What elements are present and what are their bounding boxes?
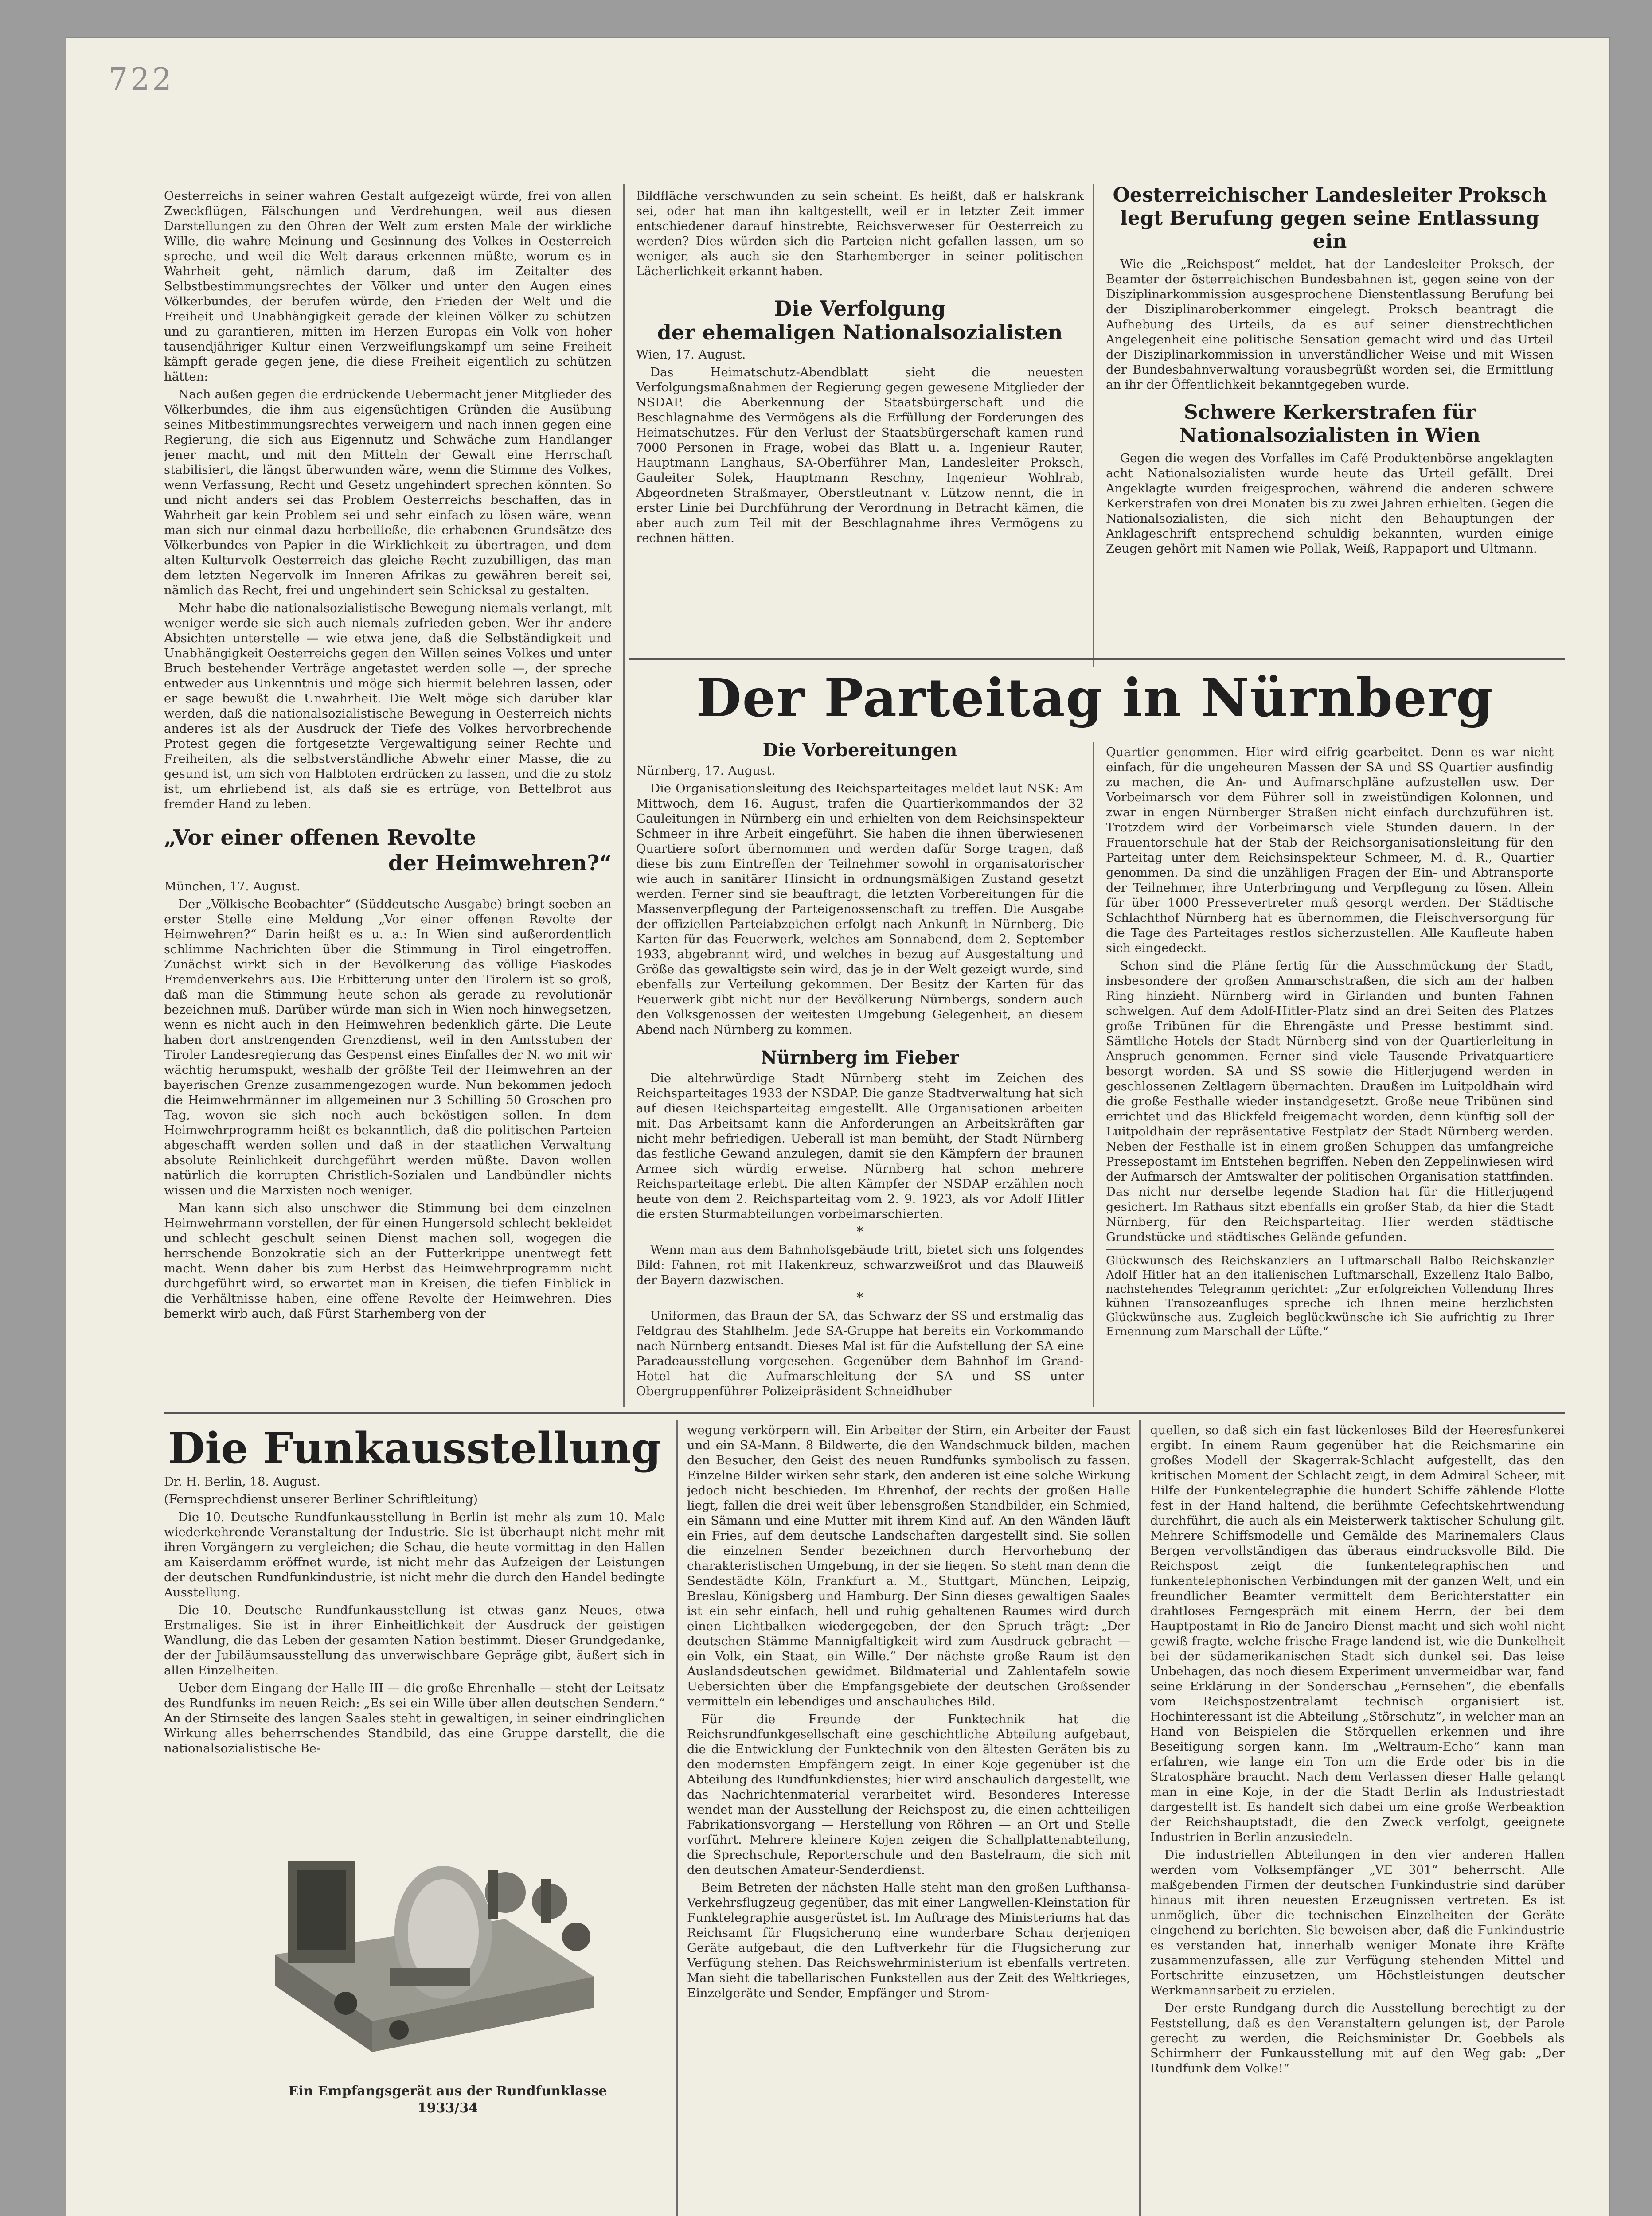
article-paragraph: Die 10. Deutsche Rundfunkausstellung ist etwas ganz Neues, etwa Erstmaliges. Sie ist in ihrer Einheitlichkeit der Ausdruck der geistigen Wandlung, die das Leben der gesamten Nation bestimmt. Dieser Grundgedanke, der der Jubiläumsausstellung das unverwischbare Gepräge gibt, äußert sich in allen Einzelheiten. [164, 1603, 665, 1678]
article-paragraph: Die 10. Deutsche Rundfunkausstellung in Berlin ist mehr als zum 10. Male wiederkehrende Veranstaltung der Industrie. Sie ist überhaupt nicht mehr mit ihren Vorgängern zu vergleichen; die Schau, die heute vormittag in den Hallen am Kaiserdamm eröffnet wurde, ist nicht mehr das Aufzeigen der Leistungen der deutschen Rundfunkindustrie, ist nicht mehr die durch den Handel bedingte Ausstellung. [164, 1510, 665, 1600]
headline-verfolgung [636, 297, 1084, 344]
article-paragraph: Die altehrwürdige Stadt Nürnberg steht im Zeichen des Reichsparteitages 1933 der NSDAP. Die ganze Stadtverwaltung hat sich auf diesen Reichsparteitag eingestellt. Alle Organisationen arbeiten mit. Das Arbeitsamt kann die Anforderungen an Arbeitskräften gar nicht mehr befriedigen. Ueberall ist man bemüht, der Stadt Nürnberg das festliche Gewand anzulegen, damit sie den Kämpfern der braunen Armee sich würdig erweise. Nürnberg hat schon mehrere Reichsparteitage erlebt. Die alten Kämpfer der NSDAP erzählen noch heute von dem 2. Reichsparteitag vom 2. 9. 1923, als vor Adolf Hitler die ersten Sturmabteilungen vorbeimarschierten. [636, 1071, 1084, 1221]
source-note: (Fernsprechdienst unserer Berliner Schriftleitung) [164, 1492, 478, 1506]
column-divider [1093, 742, 1094, 1407]
funk-column-b [687, 1423, 1130, 2216]
photo-caption-line2: 1933/34 [417, 2100, 478, 2116]
subhead-fieber: Nürnberg im Fieber [761, 1047, 959, 1068]
balbo-rule [1106, 1249, 1554, 1250]
article-paragraph: Nach außen gegen die erdrückende Uebermacht jener Mitglieder des Völkerbundes, die ihm aus eigensüchtigen Gründen die Ausübung seines Mitbestimmungsrechtes verweigern und nach innen gegen eine Regierung, die sich aus Eigennutz und Schwäche zum Handlanger jener macht, und mit den Mitteln der Gewalt eine Herrschaft stabilisiert, die längst überwunden wäre, wenn die Stimme des Volkes, wenn Verfassung, Recht und Gesetz ungehindert sprechen könnten. So und nicht anders sei das Problem Oesterreichs beschaffen, das in Wahrheit gar kein Problem sei und sehr einfach zu lösen wäre, wenn man sich nur einmal dazu herbeiließe, die erhabenen Grundsätze des Völkerbundes von Papier in die Wirklichkeit zu übertragen, und dem alten Kulturvolk Oesterreich das gleiche Recht zuzubilligen, das man dem letzten Negervolk im Inneren Afrikas zu gewähren bereit sei, nämlich das Recht, frei und ungehindert sein Schicksal zu gestalten. [164, 387, 612, 597]
article-paragraph: Gegen die wegen des Vorfalles im Café Produktenbörse angeklagten acht Nationalsozialisten wurde heute das Urteil gefällt. Drei Angeklagte wurden freigesprochen, während die anderen schwere Kerkerstrafen von drei Monaten bis zu zwei Jahren erhielten. Gegen die Nationalsozialisten, die sich nicht den Behauptungen der Anklageschrift entsprechend schuldig bekannten, wurden einige Zeugen gehört mit Namen wie Pollak, Weiß, Rappaport und Ultmann. [1106, 451, 1554, 556]
article-paragraph: Quartier genommen. Hier wird eifrig gearbeitet. Denn es war nicht einfach, für die ungeheuren Massen der SA und SS Quartier ausfindig zu machen, die An- und Aufmarschpläne aufzustellen usw. Der Vorbeimarsch vor dem Führer soll in zweistündigen Kolonnen, und zwar in engen Nürnberger Straßen nicht einfach durchzuführen ist. Trotzdem wird der Vorbeimarsch viele Stunden dauern. In der Frauentorschule hat der Stab der Reichsorganisationsleitung für den Parteitag unter dem Reichsinspekteur Schmeer, M. d. R., Quartier genommen. Da sind die unzähligen Fragen der Ein- und Abtransporte der Teilnehmer, ihre Unterbringung und Verpflegung zu lösen. Allein für über 1000 Pressevertreter muß gesorgt werden. Der Städtische Schlachthof Nürnberg hat es übernommen, die Fleischversorgung für die Tage des Parteitages restlos sicherzustellen. Alle Kaufleute haben sich eingedeckt. [1106, 745, 1554, 955]
headline-verfolgung-line1: Die Verfolgung [774, 297, 946, 320]
section-rule [629, 658, 1565, 660]
article-paragraph: Beim Betreten der nächsten Halle steht man den großen Lufthansa-Verkehrsflugzeug gegenüber, das mit einer Langwellen-Kleinstation für Funktelegraphie ausgerüstet ist. Im Auftrage des Ministeriums hat das Reichsamt für Flugsicherung eine wunderbare Schau derjenigen Geräte aufgebaut, die den Luftverkehr für die Flugsicherung zur Verfügung stehen. Das Reichswehrministerium ist ebenfalls vertreten. Man sieht die tabellarischen Funkstellen aus der Zeit des Weltkrieges, Einzelgeräte und Sender, Empfänger und Strom- [687, 1880, 1130, 2000]
article-paragraph: Man kann sich also unschwer die Stimmung bei dem einzelnen Heimwehrmann vorstellen, der für einen Hungersold schlecht bekleidet und schlecht geschult seinen Dienst machen soll, wogegen die herrschende Bonzokratie sich an der Futterkrippe unentwegt fett macht. Wenn daher bis zum Herbst das Heimwehrprogramm nicht durchgeführt wird, so erwartet man in Kreisen, die tiefen Einblick in die Verhältnisse haben, eine offene Revolte der Heimwehren. Dies bemerkt wirb auch, daß Fürst Starhemberg von der [164, 1201, 612, 1321]
headline-proksch: Oesterreichischer Landesleiter Proksch legt Berufung gegen seine Entlassung ein [1113, 184, 1547, 253]
article-paragraph: Uniformen, das Braun der SA, das Schwarz der SS und erstmalig das Feldgrau des Stahlhelm. Jede SA-Gruppe hat bereits ein Vorkommando nach Nürnberg entsandt. Dieses Mal ist für die Aufstellung der SA eine Paradeausstellung vorgesehen. Gegenüber dem Bahnhof im Grand-Hotel hat die Aufmarschleitung der SA und SS unter Obergruppenführer Polizeipräsident Schneidhuber [636, 1309, 1084, 1398]
article-paragraph: Schon sind die Pläne fertig für die Ausschmückung der Stadt, insbesondere der großen Anmarschstraßen, die sich am der halben Ring hinzieht. Nürnberg wird in Girlanden und bunten Fahnen schwelgen. Auf dem Adolf-Hitler-Platz sind an drei Seiten des Platzes große Tribünen für die Ehrengäste und Presse bestimmt sind. Sämtliche Hotels der Stadt Nürnberg sind von der Quartierleitung in Anspruch genommen. Ferner sind viele Tausende Privatquartiere besorgt worden. SA und SS sowie die Hitlerjugend werden in geschlossenen Zeltlagern übernachten. Draußen im Luitpoldhain wird die große Festhalle wieder instandgesetzt. Große neue Tribünen sind errichtet und das Blickfeld freigemacht worden, denn künftig soll der Luitpoldhain der repräsentative Festplatz der Stadt Nürnberg werden. Neben der Festhalle ist in einem großen Schuppen das umfangreiche Pressepostamt im Entstehen begriffen. Neben den Zeppelinwiesen wird der Aufmarsch der Amtswalter der politischen Organisation stattfinden. Das nicht nur derselbe legende Stadion hat für die Hitlerjugend gesichert. Im Rathaus sitzt ebenfalls ein großer Stab, da hier die Stadt Nürnberg, für den Reichsparteitag. Hier werden städtische Grundstücke und städtisches Gelände gefunden. [1106, 959, 1554, 1244]
article-paragraph: Der „Völkische Beobachter“ (Süddeutsche Ausgabe) bringt soeben an erster Stelle eine Meldung „Vor einer offenen Revolte der Heimwehren?“ Darin heißt es u. a.: In Wien sind außerordentlich schlimme Nachrichten über die Stimmung in Tirol eingetroffen. Zunächst wirkt sich in der Bevölkerung das völlige Fiaskodes Fremdenverkehrs aus. Die Erbitterung unter den Tirolern ist so groß, daß man die Stimmung heute schon als gerade zu revolutionär bezeichnen muß. Darüber würde man sich in Wien noch hinwegsetzen, wenn es nicht auch in den Heimwehren bedenklich gärte. Die Leute haben dort anstrengenden Grenzdienst, weil in den Amtsstuben der Tiroler Landesregierung das Gespenst eines Einfalles der N. wo mit wir wächtig herumspukt, weshalb der größte Teil der Heimwehren an der bayerischen Grenze zusammengezogen wurde. Nun bekommen jedoch die Heimwehrmänner im allgemeinen nur 3 Schilling 50 Groschen pro Tag, wovon sie sich noch auch beköstigen sollen. In dem Heimwehrprogramm heißt es bekanntlich, daß die politischen Parteien abgeschafft werden sollen und daß in der staatlichen Verwaltung absolute Reinlichkeit durchgeführt werden müßte. Davon wollen natürlich die korrupten Christlich-Sozialen und Landbündler nichts wissen und die Marxisten noch weniger. [164, 897, 612, 1198]
parteitag-column-right [1106, 745, 1554, 1405]
column-divider [676, 1420, 678, 2216]
subhead-vorbereitungen: Die Vorbereitungen [762, 740, 957, 761]
dateline: München, 17. August. [164, 879, 301, 893]
dateline: Nürnberg, 17. August. [636, 764, 776, 778]
headline-funkausstellung: Die Funkausstellung [168, 1423, 661, 1473]
photo-caption [253, 2083, 643, 2117]
column-1 [164, 188, 612, 1407]
article-paragraph: Ueber dem Eingang der Halle III — die große Ehrenhalle — steht der Leitsatz des Rundfunks im neuen Reich: „Es sei ein Wille über allen deutschen Sendern.“ An der Stirnseite des langen Saales steht in gewaltigen, in seiner eindringlichen Wirkung alles beherrschendes Standbild, das eine Gruppe darstellt, die die nationalsozialistische Be- [164, 1681, 665, 1756]
headline-verfolgung-line2: der ehemaligen Nationalsozialisten [657, 320, 1063, 344]
headline-revolte [164, 825, 612, 876]
headline-revolte-line1: „Vor einer offenen Revolte [164, 825, 476, 850]
column-2 [636, 188, 1084, 658]
column-divider [1139, 1420, 1141, 2216]
article-paragraph: Der erste Rundgang durch die Ausstellung berechtigt zu der Feststellung, daß es den Veranstaltern gelungen ist, der Parole gerecht zu werden, die Reichsminister Dr. Goebbels als Schirmherr der Funkausstellung mit auf den Weg gab: „Der Rundfunk dem Volke!“ [1150, 2001, 1565, 2076]
article-paragraph: Oesterreichs in seiner wahren Gestalt aufgezeigt würde, frei von allen Zweckflügen, Fälschungen und Verdrehungen, weil aus diesen Darstellungen zu den Ohren der Welt zum ersten Male der wirkliche Wille, die wahre Meinung und Gesinnung des Volkes in Oesterreich spreche, und weil die Welt daraus erkennen müßte, worum es in Wahrheit geht, nämlich darum, daß im Zeitalter des Selbstbestimmungsrechtes der Völker und unter den Augen eines Völkerbundes, der berufen würde, den Frieden der Welt und die Freiheit und Unabhängigkeit gerade der kleinen Völker zu schützen und zu garantieren, mitten im Herzen Europas ein Volk von hoher tausendjähriger Kultur einen Verzweiflungskampf um seine Freiheit kämpft gerade gegen jene, die diese Freiheit eigentlich zu schützen hätten: [164, 189, 612, 384]
column-3 [1106, 184, 1554, 658]
article-paragraph: Wie die „Reichspost“ meldet, hat der Landesleiter Proksch, der Beamter der österreichischen Bundesbahnen ist, gegen seine von der Disziplinarkommission ausgesprochene Dienstentlassung Berufung bei der Disziplinaroberkommer eingelegt. Proksch beantragt die Aufhebung des Urteils, da es auf seiner dienstrechtlichen Angelegenheit eine politische Sensation gemacht wird und das Urteil der Disziplinarkommission in unverständlicher Weise und mit Wissen der Bundesbahnverwaltung vorausbegrüßt worden sei, die Ermittlung an ihr der Öffentlichkeit bekanntgegeben wurde. [1106, 257, 1554, 392]
dateline: Wien, 17. August. [636, 347, 746, 362]
newspaper-page [66, 38, 1609, 2216]
headline-kerker: Schwere Kerkerstrafen für Nationalsozialisten in Wien [1179, 401, 1480, 447]
column-divider [623, 184, 625, 1407]
article-paragraph-balbo: Glückwunsch des Reichskanzlers an Luftmarschall Balbo Reichskanzler Adolf Hitler hat an den italienischen Luftmarschall, Exzellenz Italo Balbo, nachstehendes Telegramm gerichtet: „Zur erfolgreichen Vollendung Ihres kühnen Transozeanfluges spreche ich Ihnen meine herzlichsten Glückwünsche aus. Zugleich beglückwünsche ich Sie aufrichtig zu Ihrer Ernennung zum Marschall der Lüfte.“ [1106, 1254, 1554, 1338]
photo-caption-line1: Ein Empfangsgerät aus der Rundfunklasse [288, 2083, 607, 2099]
page-number: 722 [109, 62, 174, 97]
headline-revolte-line2: der Heimwehren?“ [388, 851, 612, 876]
radio-receiver-photo [257, 1844, 638, 2079]
column-divider [1093, 184, 1094, 667]
article-paragraph: quellen, so daß sich ein fast lückenloses Bild der Heeresfunkerei ergibt. In einem Raum gegenüber hat die Reichsmarine ein großes Modell der Skagerrak-Schlacht aufgestellt, das den kritischen Moment der Schlacht zeigt, in dem Admiral Scheer, mit Hilfe der Funkentelegraphie die hundert Schiffe zählende Flotte fest in der Hand haltend, die berühmte Gefechtskehrtwendung durchführt, die auch als ein Meisterwerk taktischer Schulung gilt. Mehrere Schiffsmodelle und Gemälde des Marinemalers Claus Bergen vervollständigen das überaus eindrucksvolle Bild. Die Reichspost zeigt die funkentelegraphischen und funkentelephonischen Verbindungen mit der ganzen Welt, und ein freundlicher Beamter vermittelt dem Berichterstatter ein drahtloses Ferngespräch mit einem Herrn, der bei dem Hauptpostamt in Rio de Janeiro Dienst macht und sich wohl nicht gewiß fragte, welche frische Frage landend ist, wie die Dunkelheit bei der südamerikanischen Stadt sich dunkel sei. Das leise Unbehagen, das noch diesem Experiment unvermeidbar war, fand seine Erklärung in der Sonderschau „Fernsehen“, die ebenfalls vom Reichspostzentralamt technisch organisiert ist. Hochinteressant ist die Abteilung „Störschutz“, in welcher man an Hand von Beispielen die Störquellen erkennen und ihre Beseitigung sorgen kann. Im „Weltraum-Echo“ kann man erfahren, wie lange ein Ton um die Erde oder bis in die Stratosphäre braucht. Nach dem Verlassen dieser Halle gelangt man in eine Koje, in der die Stadt Berlin als Industriestadt dargestellt ist. Es handelt sich dabei um eine große Werbeaktion der Reichshauptstadt, die den Zweck verfolgt, geeignete Industrien in Berlin anzusiedeln. [1150, 1423, 1565, 1844]
article-paragraph: Bildfläche verschwunden zu sein scheint. Es heißt, daß er halskrank sei, oder hat man ihn kaltgestellt, weil er in letzter Zeit immer entschiedener darauf hinstrebte, Reichsverweser für Oesterreich zu werden? Dies würden sich die Parteien nicht gefallen lassen, um so weniger, als auch sie den Starhemberger in seiner politischen Lächerlichkeit erkannt haben. [636, 189, 1084, 278]
parteitag-column-left [636, 736, 1084, 1405]
article-paragraph: Für die Freunde der Funktechnik hat die Reichsrundfunkgesellschaft eine geschichtliche Abteilung aufgebaut, die die Entwicklung der Funktechnik von den ältesten Geräten bis zu den modernsten Empfängern zeigt. In einer Koje gegenüber ist die Abteilung des Rundfunkdienstes; hier wird anschaulich dargestellt, wie das Nachrichtenmaterial verarbeitet wird. Besonderes Interesse wendet man der Ausstellung der Reichspost zu, die einen achtteiligen Fabrikationsvorgang — Herstellung von Röhren — an Ort und Stelle vorführt. Mehrere kleinere Kojen zeigen die Schallplattenabteilung, die Sprechschule, Reporterschule und den Bastelraum, die sich mit den deutschen Amateur-Senderdienst. [687, 1712, 1130, 1877]
article-paragraph: wegung verkörpern will. Ein Arbeiter der Stirn, ein Arbeiter der Faust und ein SA-Mann. 8 Bildwerte, die den Wandschmuck bilden, machen den Besucher, den Geist des neuen Rundfunks symbolisch zu fassen. Einzelne Bilder wirken sehr stark, den anderen ist eine solche Wirkung jedoch nicht beschieden. Im Ehrenhof, der rechts der großen Halle liegt, fallen die drei weit über lebensgroßen Standbilder, ein Schmied, ein Sämann und eine Mutter mit ihrem Kind auf. An den Wänden läuft ein Fries, auf dem deutsche Landschaften dargestellt sind. Sie sollen die einzelnen Sender bezeichnen durch Hervorhebung der charakteristischen Umgebung, in der sie liegen. So steht man denn die Sendestädte Köln, Frankfurt a. M., Stuttgart, München, Leipzig, Breslau, Königsberg und Hamburg. Der Sinn dieses gewaltigen Saales ist ein sehr einfach, hell und ruhig gehaltenen Raumes wird durch einen Lichtbalken wiedergegeben, der den Spruch trägt: „Der deutschen Stämme Mannigfaltigkeit wird zum Ausdruck gebracht — ein Volk, ein Staat, ein Wille.“ Der nächste große Raum ist den Auslandsdeutschen gewidmet. Bildmaterial und Zahlentafeln sowie Uebersichten über die Empfangsgebiete der deutschen Großsender vermitteln ein lebendiges und anschauliches Bild. [687, 1423, 1130, 1709]
separator-star: * [856, 1290, 863, 1306]
article-paragraph: Die Organisationsleitung des Reichsparteitages meldet laut NSK: Am Mittwoch, dem 16. August, trafen die Quartierkommandos der 32 Gauleitungen in Nürnberg ein und erhielten von dem Reichsinspekteur Schmeer in ihre Arbeit eingeführt. Sie haben die ihnen überwiesenen Quartiere sofort übernommen und werden dafür Sorge tragen, daß diese bis zum Eintreffen der Teilnehmer sowohl in organisatorischer wie auch in sanitärer Hinsicht in ordnungsmäßigen Zustand gesetzt werden. Ferner sind sie beauftragt, die letzten Vorbereitungen für die Massenverpflegung der Parteigenossenschaft zu treffen. Die Ausgabe der offiziellen Parteiabzeichen erfolgt nach Ankunft in Nürnberg. Die Karten für das Feuerwerk, welches am Sonnabend, dem 2. September 1933, abgebrannt wird, und welches in bezug auf Ausgestaltung und Größe das gewaltigste sein wird, das je in der Welt gezeigt wurde, sind ebenfalls zur Verteilung gekommen. Der Besitz der Karten für das Feuerwerk gibt nicht nur der Bevölkerung Nürnbergs, sondern auch den Volksgenossen der weitesten Umgebung Gelegenheit, an diesem Abend nach Nürnberg zu kommen. [636, 781, 1084, 1037]
dateline: Dr. H. Berlin, 18. August. [164, 1475, 320, 1489]
article-paragraph: Wenn man aus dem Bahnhofsgebäude tritt, bietet sich uns folgendes Bild: Fahnen, rot mit Hakenkreuz, schwarzweißrot und das Blauweiß der Bayern dazwischen. [636, 1243, 1084, 1287]
section-rule [164, 1412, 1565, 1414]
article-paragraph: Mehr habe die nationalsozialistische Bewegung niemals verlangt, mit weniger werde sie sich auch niemals zufrieden geben. Wer ihr andere Absichten unterstelle — wie etwa jene, daß die Selbständigkeit und Unabhängigkeit Oesterreichs gegen den Willen seines Volkes und unter Bruch bestehender Verträge angetastet werden solle —, der spreche entweder aus Unkenntnis und möge sich hiermit belehren lassen, oder er sage bewußt die Unwahrheit. Die Welt möge sich darüber klar werden, daß die nationalsozialistische Bewegung in Oesterreich nichts anderes ist als der Ausdruck der Tiefe des Volkes hervorbrechende Protest gegen die fortgesetzte Vergewaltigung seiner Rechte und Freiheiten, als die selbstverständliche Abwehr einer Masse, die zu gesund ist, um sich von Halbtoten erdrücken zu lassen, und die zu stolz ist, um ehrliebend ist, als daß sie es ertrüge, von Bettelbrot aus fremder Hand zu leben. [164, 601, 612, 811]
headline-parteitag: Der Parteitag in Nürnberg [696, 667, 1494, 729]
article-paragraph: Das Heimatschutz-Abendblatt sieht die neuesten Verfolgungsmaßnahmen der Regierung gegen gewesene Mitglieder der NSDAP. die Aberkennung der Staatsbürgerschaft und die Beschlagnahme des Vermögens als die Erfüllung der Forderungen des Heimatschutzes. Für den Verlust der Staatsbürgerschaft kamen rund 7000 Personen in Frage, wobei das Blatt u. a. Ingenieur Rauter, Hauptmann Langhaus, SA-Oberführer Man, Landesleiter Proksch, Gauleiter Solek, Hauptmann Reschny, Ingenieur Wohlrab, Abgeordneten Straßmayer, Oberstleutnant v. Lützow nennt, die in erster Linie bei Durchführung der Verordnung in Betracht kämen, die aber auch zum Teil mit der Beschlagnahme ihres Vermögens zu rechnen hätten. [636, 365, 1084, 545]
article-paragraph: Die industriellen Abteilungen in den vier anderen Hallen werden vom Volksempfänger „VE 301“ beherrscht. Alle maßgebenden Firmen der deutschen Funkindustrie sind darüber hinaus mit ihren neuesten Erzeugnissen vertreten. Es ist unmöglich, über die technischen Einzelheiten der Geräte eingehend zu berichten. Sie beweisen aber, daß die Funkindustrie es verstanden hat, innerhalb weniger Monate ihre Kräfte zusammenzufassen, alle zur Verfügung stehenden Mittel und Fortschritte einzusetzen, um Höchstleistungen deutscher Werkmannsarbeit zu erzielen. [1150, 1848, 1565, 1998]
funk-column-c [1150, 1423, 1565, 2216]
separator-star: * [856, 1224, 863, 1240]
